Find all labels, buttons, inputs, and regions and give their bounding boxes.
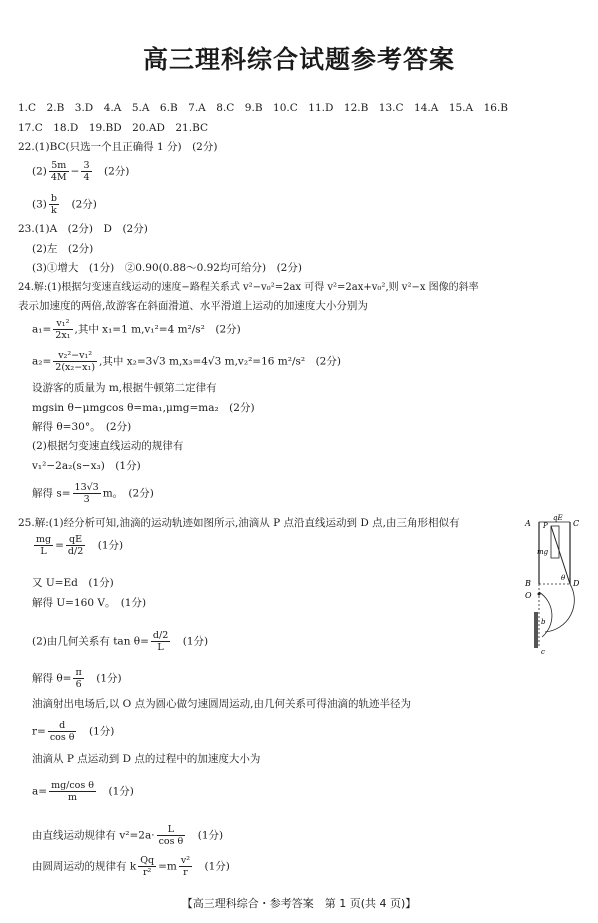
q23-line2: (2)左 (2分) [32, 243, 94, 255]
q25-line11: 由直线运动规律有 v²=2a· $\frac{L}{\text{cos θ}}$ (1分) [32, 824, 224, 847]
q25-line4: 解得 U=160 V。 (1分) [32, 597, 147, 609]
label-small-b: b [541, 618, 546, 626]
q24-line7: 解得 θ=30°。 (2分) [32, 421, 132, 433]
diagram-point-o [538, 593, 541, 596]
label-a: A [525, 519, 531, 528]
q24-line4: a₂= $\frac{\text{v₂²−v₁²}}{\text{2(x₂−x₁)}}$ ,其中 x₂=3√3 m,x₃=4√3 m,v₂²=16 m²/s² (2分) [32, 350, 341, 373]
q22-line2: (2) $\frac{5m}{4M}$ − $\frac{3}{4}$ (2分) [32, 160, 130, 183]
diagram-arc-right [545, 584, 574, 632]
label-theta: θ [561, 574, 566, 582]
q24-line6: mgsin θ−μmgcos θ=ma₁,μmg=ma₂ (2分) [32, 402, 255, 414]
page-title: 高三理科综合试题参考答案 [142, 45, 455, 74]
page-footer: 【高三理科综合・参考答案 第 1 页(共 4 页)】 [181, 897, 417, 910]
q25-line7: 油滴射出电场后,以 O 点为圆心做匀速圆周运动,由几何关系可得油滴的轨迹半径为 [32, 698, 411, 710]
q25-line12: 由圆周运动的规律有 k $\frac{Qq}{\text{r²}}$ =m $\frac{\text{v²}}{r}$ (1分) [32, 855, 230, 878]
q23-line1: 23.(1)A (2分) D (2分) [18, 223, 148, 235]
choice-answers-row1: 1.C 2.B 3.D 4.A 5.A 6.B 7.A 8.C 9.B 10.C 11.D 12.B 13.C 14.A 15.A 16.B [18, 102, 509, 114]
label-b: B [525, 579, 531, 588]
q24-line5: 设游客的质量为 m,根据牛顿第二定律有 [32, 382, 217, 394]
q24-line10: 解得 s= $\frac{13√3}{3}$ m。 (2分) [32, 482, 154, 505]
q24-line2: 表示加速度的两倍,故游客在斜面滑道、水平滑道上运动的加速度大小分别为 [18, 300, 368, 312]
q24-line8: (2)根据匀变速直线运动的规律有 [32, 440, 184, 452]
q25-line3: 又 U=Ed (1分) [32, 577, 114, 589]
label-qe: qE [553, 514, 563, 522]
label-o: O [525, 591, 532, 600]
q23-line3: (3)①增大 (1分) ②0.90(0.88～0.92均可给分) (2分) [32, 262, 302, 274]
label-d: D [573, 579, 580, 588]
q24-line9: v₁²−2a₂(s−x₃) (1分) [32, 460, 141, 472]
q24-line1: 24.解:(1)根据匀变速直线运动的速度−路程关系式 v²−v₀²=2ax 可得 v²=2ax+v₀²,则 v²−x 图像的斜率 [18, 282, 479, 293]
q24-line3: a₁= $\frac{\text{v₁²}}{\text{2x₁}}$ ,其中 x₁=1 m,v₁²=4 m²/s² (2分) [32, 318, 241, 341]
q25-diagram [515, 512, 595, 657]
q25-line2: $\frac{mg}{L}$ = $\frac{qE}{d/2}$ (1分) [36, 534, 124, 557]
q25-line5: (2)由几何关系有 tan θ= $\frac{d/2}{L}$ (1分) [32, 630, 209, 653]
q25-line10: a= $\frac{\text{mg/cos θ}}{m}$ (1分) [32, 780, 134, 803]
label-mg: mg [537, 548, 549, 556]
q25-line8: r= $\frac{d}{\text{cos θ}}$ (1分) [32, 720, 115, 743]
q25-line6: 解得 θ= $\frac{\pi}{6}$ (1分) [32, 667, 122, 690]
q25-line9: 油滴从 P 点运动到 D 点的过程中的加速度大小为 [32, 753, 261, 765]
diagram-arc [539, 592, 552, 637]
label-small-c: c [541, 648, 545, 656]
q25-line1: 25.解:(1)经分析可知,油滴的运动轨迹如图所示,油滴从 P 点沿直线运动到 D 点,由三角形相似有 [18, 517, 460, 529]
q22-line3: (3) $\frac{b}{k}$ (2分) [32, 193, 97, 216]
label-c: C [573, 519, 580, 528]
q22-line1: 22.(1)BC(只选一个且正确得 1 分) (2分) [18, 141, 218, 153]
label-p: P [543, 522, 548, 530]
choice-answers-row2: 17.C 18.D 19.BD 20.AD 21.BC [18, 122, 209, 134]
diagram-screen [534, 612, 538, 648]
